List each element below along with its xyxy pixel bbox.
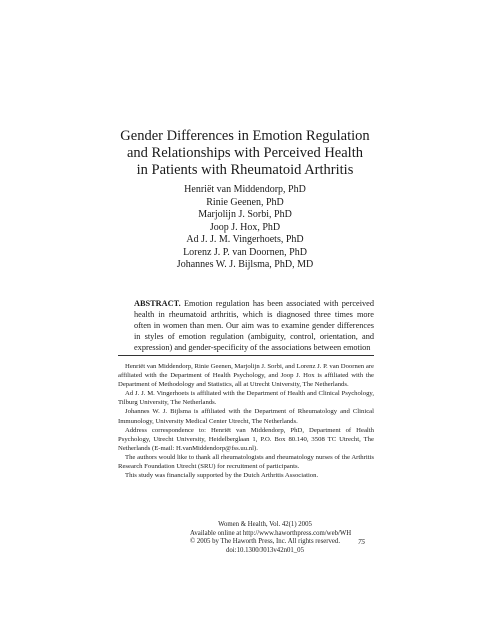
author: Marjolijn J. Sorbi, PhD bbox=[198, 209, 292, 220]
author: Ad J. J. M. Vingerhoets, PhD bbox=[186, 234, 304, 245]
abstract-text: Emotion regulation has been associated with perceived health in rheumatoid arthritis, which is diagnosed three times more often in women than men. Our aim was to examine gender differences in styles of emotion regulation (ambiguity, control, orientation, and expression) and gender-specificity of the associations between emotion bbox=[134, 299, 374, 352]
author-notes bbox=[118, 362, 374, 480]
author-list bbox=[120, 184, 370, 272]
author-note: Henriët van Middendorp, Rinie Geenen, Marjolijn J. Sorbi, and Lorenz J. P. van Doornen are affiliated with the Department of Health Psychology, and Joop J. Hox is affiliated with the Department of Methodology and Statistics, all at Utrecht University, The Netherlands. bbox=[118, 363, 374, 389]
paper-title bbox=[100, 128, 390, 179]
author-note: The authors would like to thank all rheumatologists and rheumatology nurses of the Arthritis Research Foundation Utrecht (SRU) for recruitment of participants. bbox=[118, 453, 374, 471]
author-note: Address correspondence to: Henriët van Middendorp, PhD, Department of Health Psychology, Utrecht University, Heidelberglaan 1, P.O. Box 80.140, 3508 TC Utrecht, The Netherlands (E-mail: H.vanMiddendorp@fss.uu.nl). bbox=[118, 426, 374, 452]
author: Johannes W. J. Bijlsma, PhD, MD bbox=[176, 259, 314, 270]
doi: doi:10.1300/J013v42n01_05 bbox=[226, 546, 304, 554]
abstract-label: ABSTRACT. bbox=[134, 299, 181, 308]
footnote-divider bbox=[118, 355, 374, 356]
copyright: © 2005 by The Haworth Press, Inc. All rights reserved. bbox=[190, 538, 341, 546]
abstract bbox=[134, 298, 374, 353]
title-line: and Relationships with Perceived Health bbox=[127, 145, 363, 161]
title-line: in Patients with Rheumatoid Arthritis bbox=[136, 162, 354, 178]
title-line: Gender Differences in Emotion Regulation bbox=[120, 128, 370, 144]
author-note: This study was financially supported by the Dutch Arthritis Association. bbox=[125, 472, 319, 480]
author: Lorenz J. P. van Doornen, PhD bbox=[183, 246, 307, 258]
author-note: Ad J. J. M. Vingerhoets is affiliated with the Department of Health and Clinical Psychology, Tilburg University, The Netherlands. bbox=[118, 390, 374, 407]
page-number: 75 bbox=[358, 538, 365, 546]
author: Joop J. Hox, PhD bbox=[209, 221, 281, 233]
author: Henriët van Middendorp, PhD bbox=[184, 184, 306, 195]
online-availability: Available online at http://www.haworthpress.com/web/WH bbox=[190, 529, 352, 537]
publication-info bbox=[190, 521, 352, 555]
author: Rinie Geenen, PhD bbox=[206, 196, 284, 208]
journal-citation: Women & Health, Vol. 42(1) 2005 bbox=[218, 521, 312, 528]
author-note: Johannes W. J. Bijlsma is affiliated with the Department of Rheumatology and Clinical Immunology, University Medical Center Utrecht, The Netherlands. bbox=[118, 408, 374, 425]
